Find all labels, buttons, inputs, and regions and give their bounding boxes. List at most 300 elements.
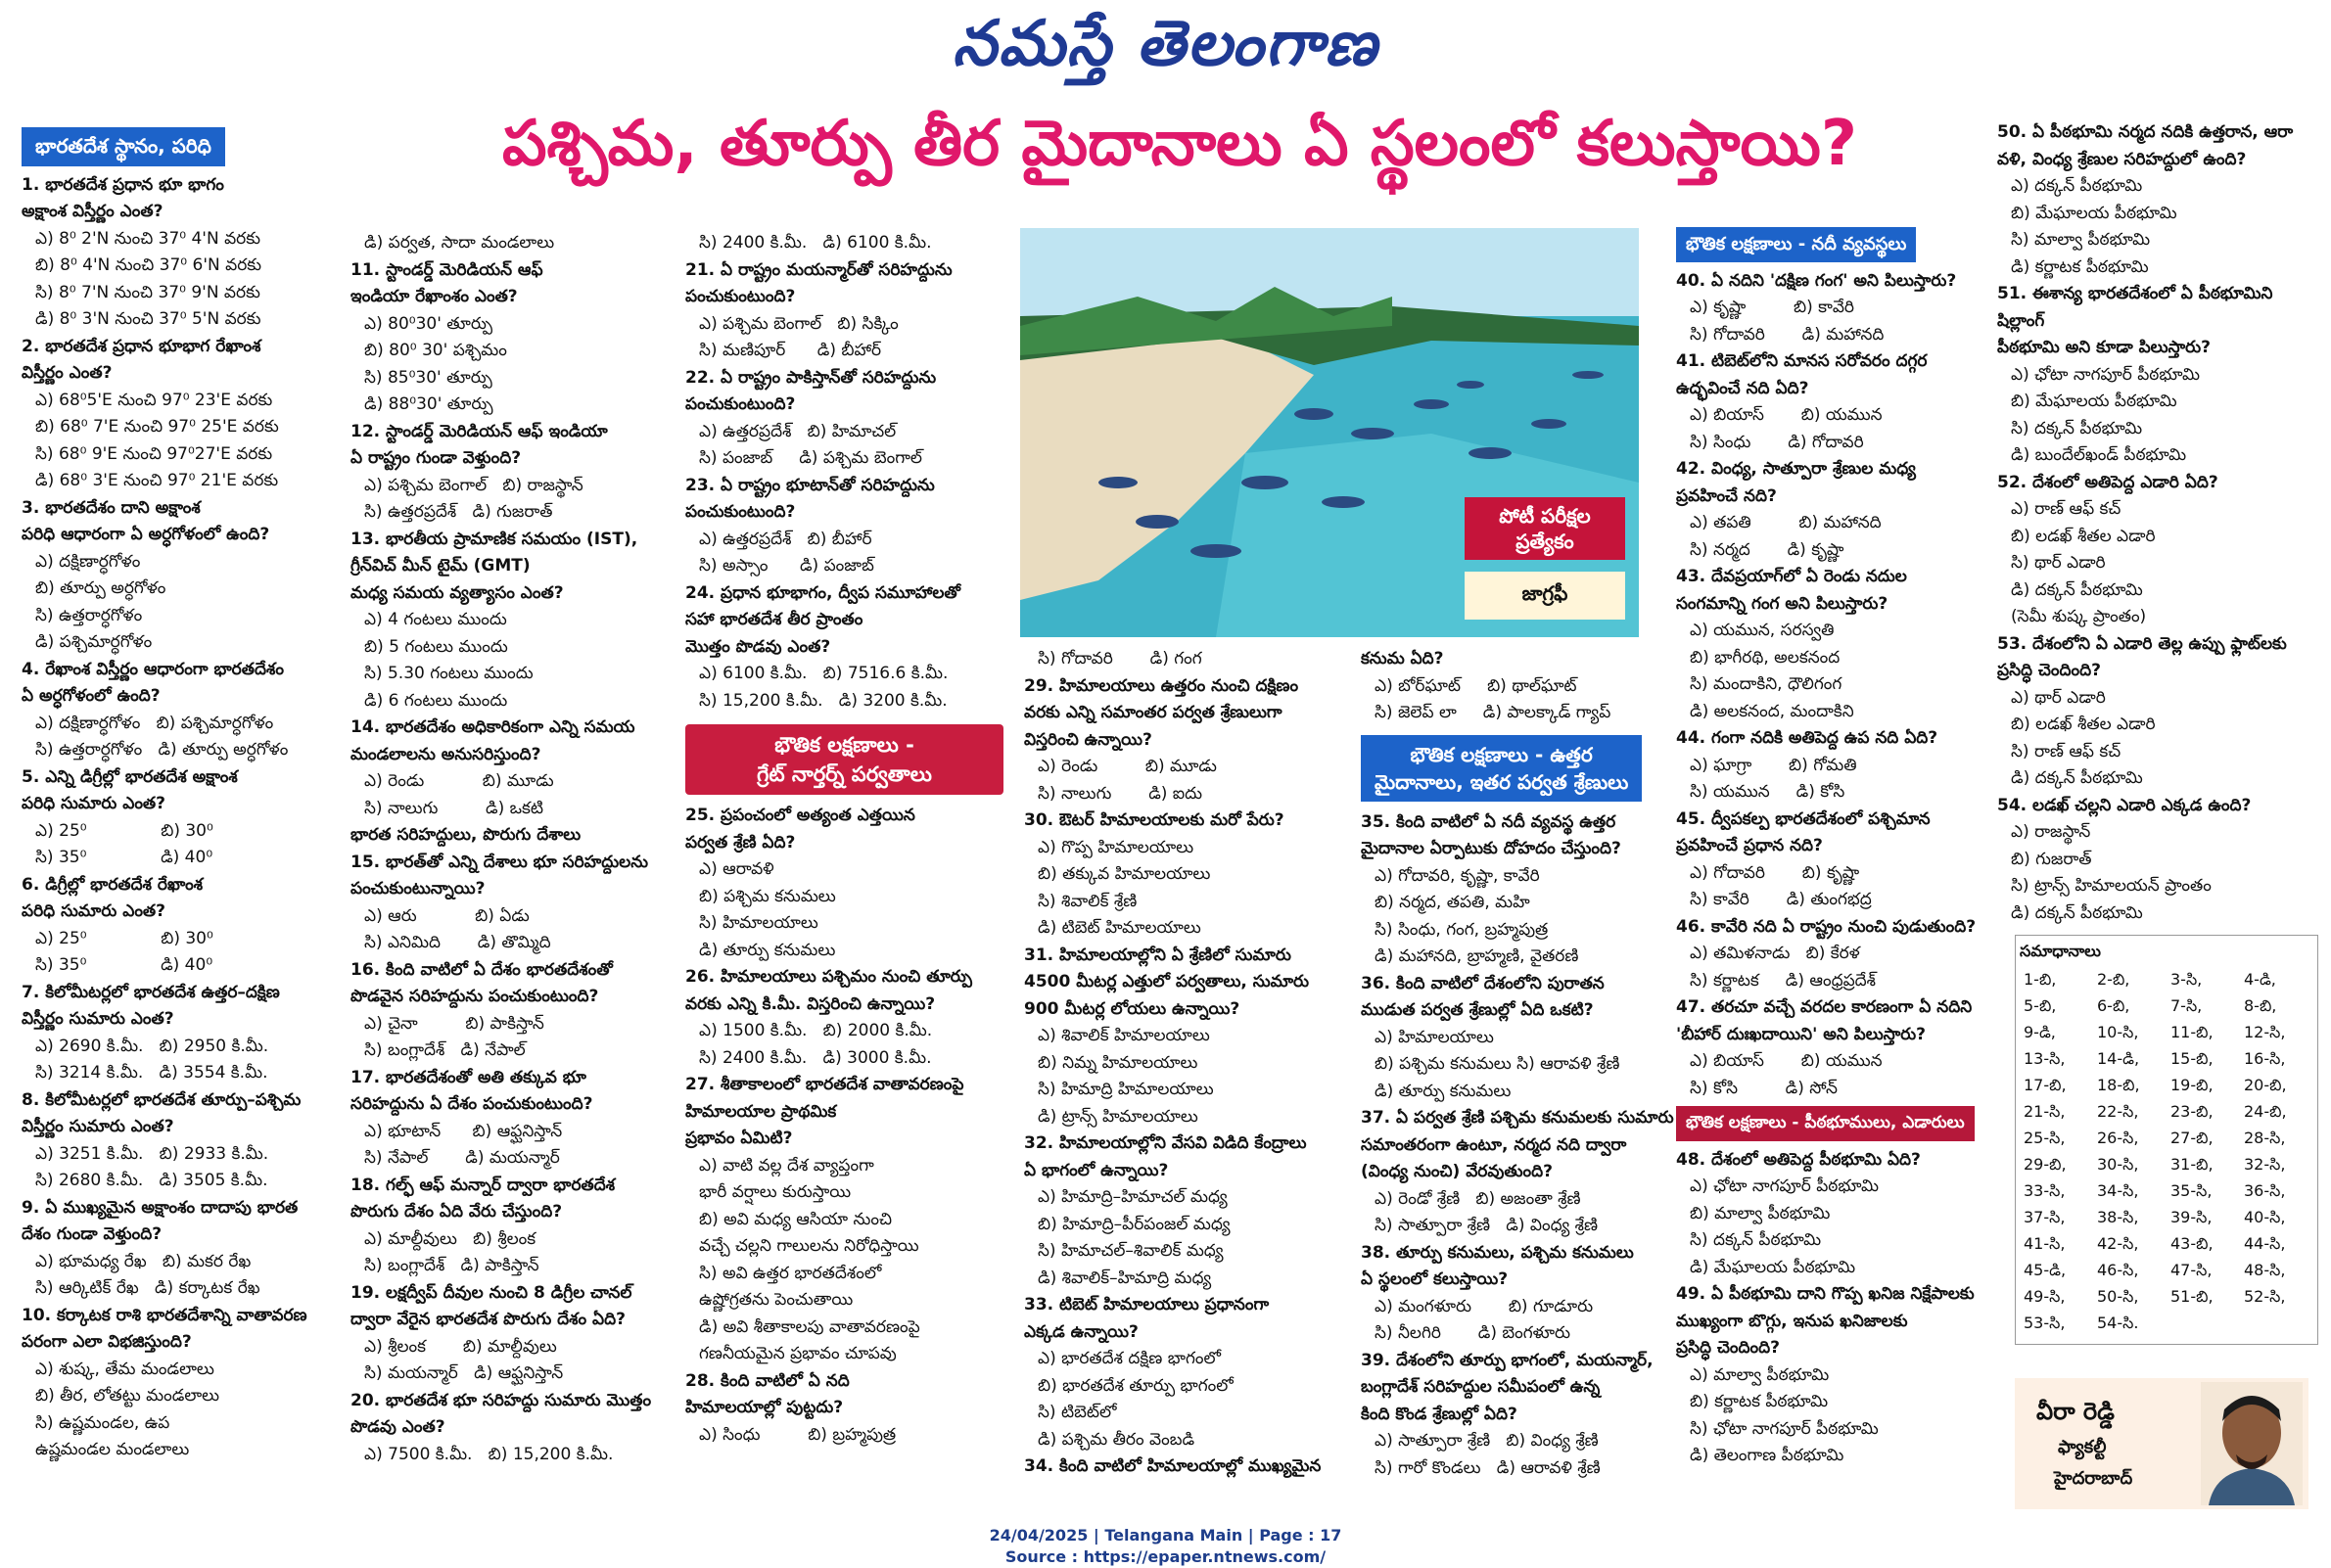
answer-cell: 13-సి, — [2024, 1049, 2066, 1068]
answer-cell: 12-సి, — [2244, 1023, 2286, 1041]
question-line: గ్రీన్‌విచ్ మీన్ టైమ్ (GMT) — [350, 556, 531, 576]
option-line: ఎ) రాణ్ ఆఫ్ కచ్ — [2011, 499, 2121, 519]
option-line: డి) కర్ణాటక పీఠభూమి — [2011, 256, 2149, 277]
option-line: ఎ) తపతి బి) మహానది — [1690, 513, 1882, 532]
option-line: బి) తీర, లోతట్టు మండలాలు — [35, 1386, 220, 1406]
question-line: 29. హిమాలయాలు ఉత్తరం నుంచి దక్షిణం — [1024, 675, 1299, 696]
option-line: ఎ) గోదావరి బి) కృష్ణా — [1690, 862, 1860, 883]
footer-date-line: 24/04/2025 | Telangana Main | Page : 17 — [989, 1526, 1342, 1545]
option-line: ఎ) 4 గంటలు ముందు — [364, 610, 507, 629]
answers-row — [2020, 994, 2313, 1021]
question-line: 5. ఎన్ని డిగ్రీల్లో భారతదేశ అక్షాంశ — [22, 766, 238, 787]
option-line: డి) పర్వత, సాదా మండలాలు — [364, 233, 555, 253]
column-5 — [1361, 646, 1684, 1482]
option-line: ఎ) శివాలిక్ హిమాలయాలు — [1038, 1026, 1210, 1045]
answers-row — [2020, 1153, 2313, 1179]
answer-cell: 51-బి, — [2170, 1287, 2214, 1306]
option-line: ఎ) బియాస్ బి) యమున — [1690, 1051, 1883, 1071]
question-line: 38. తూర్పు కనుమలు, పశ్చిమ కనుమలు — [1361, 1242, 1634, 1263]
answer-cell: 11-బి, — [2170, 1023, 2214, 1041]
answers-row — [2020, 1179, 2313, 1206]
option-line: సి) 5.30 గంటలు ముందు — [364, 664, 534, 683]
question-line: 50. ఏ పీఠభూమి నర్మద నదికి ఉత్తరాన, ఆరా — [1997, 122, 2294, 142]
question-line: 34. కింది వాటిలో హిమాలయాల్లో ముఖ్యమైన — [1024, 1456, 1322, 1476]
answers-row — [2020, 1074, 2313, 1100]
option-line: సి) శివాలిక్ శ్రేణి — [1038, 891, 1138, 911]
option-line: సి) నాలుగు డి) ఒకటి — [364, 798, 544, 818]
option-line: బి) లడఖ్ శీతల ఎడారి — [2011, 715, 2156, 734]
question-line: 24. ప్రధాన భూభాగం, ద్వీప సమూహాలతో — [685, 582, 960, 603]
tag-line: పోటీ పరీక్షల — [1499, 504, 1591, 528]
answers-row — [2020, 1047, 2313, 1074]
question-line: 37. ఏ పర్వత శ్రేణి పశ్చిమ కనుమలకు సుమారు — [1361, 1108, 1674, 1128]
option-line: సి) అవి ఉత్తర భారతదేశంలో — [699, 1263, 882, 1283]
answer-cell: 27-బి, — [2170, 1129, 2214, 1147]
option-line: ఎ) ఆరావళి — [699, 859, 774, 879]
option-line: ఎ) దక్షిణార్ధగోళం — [35, 551, 141, 572]
question-line: 18. గల్ఫ్ ఆఫ్ మన్నార్ ద్వారా భారతదేశ — [350, 1175, 616, 1195]
answers-row — [2020, 1312, 2313, 1338]
option-line: సి) నాలుగు డి) ఐదు — [1038, 783, 1203, 804]
question-line: 22. ఏ రాష్ట్రం పాకిస్తాన్‌తో సరిహద్దును — [685, 367, 937, 388]
option-line: సి) ఉష్ణమండల, ఉప — [35, 1412, 170, 1433]
answers-row — [2020, 1100, 2313, 1127]
option-line: సి) ట్రాన్స్ హిమాలయన్ ప్రాంతం — [2011, 876, 2212, 896]
option-line: సి) 3214 కి.మీ. డి) 3554 కి.మీ. — [35, 1063, 268, 1083]
answer-cell: 36-సి, — [2244, 1181, 2286, 1200]
question-line: హిమాలయాల్లో పుట్టదు? — [685, 1398, 844, 1417]
masthead: నమస్తే తెలంగాణ — [952, 8, 1379, 80]
option-line: ఎ) శ్రీలంక బి) మాల్దీవులు — [364, 1336, 557, 1357]
option-line: ఎ) మాల్దీవులు బి) శ్రీలంక — [364, 1228, 536, 1249]
option-line: సి) 35⁰ డి) 40⁰ — [35, 848, 213, 867]
question-line: 47. తరచూ వచ్చే వరదల కారణంగా ఏ నదిని — [1676, 997, 1973, 1017]
option-line: సి) పంజాబ్ డి) పశ్చిమ బెంగాల్ — [699, 448, 922, 468]
answer-cell: 50-సి, — [2097, 1287, 2139, 1306]
question-line: 11. స్టాండర్డ్ మెరిడియన్ ఆఫ్ — [350, 259, 543, 280]
answers-row — [2020, 1206, 2313, 1232]
question-line: 8. కిలోమీటర్లలో భారతదేశ తూర్పు–పశ్చిమ — [22, 1089, 302, 1110]
option-line: బి) పశ్చిమ కనుమలు సి) ఆరావళి శ్రేణి — [1375, 1054, 1620, 1074]
answer-cell: 48-సి, — [2244, 1261, 2286, 1279]
question-line: 49. ఏ పీఠభూమి దాని గొప్ప ఖనిజ నిక్షేపాలకు — [1676, 1284, 1975, 1304]
option-line: ఎ) బోర్‌ఘాట్ బి) థాల్‌ఘాట్ — [1375, 675, 1577, 696]
option-line: సి) ఉత్తరార్ధగోళం డి) తూర్పు అర్ధగోళం — [35, 740, 289, 760]
option-line: ఎ) హిమాలయాలు — [1375, 1027, 1494, 1047]
option-line: ఎ) రెండు బి) మూడు — [1038, 757, 1217, 776]
option-line: ఎ) శుష్క, తేమ మండలాలు — [35, 1359, 214, 1379]
question-line: 900 మీటర్ల లోయలు ఉన్నాయి? — [1024, 998, 1240, 1019]
option-line: సి) జెలెప్ లా డి) పాలక్కాడ్ గ్యాప్ — [1375, 703, 1611, 722]
answer-cell: 46-సి, — [2097, 1261, 2139, 1279]
question-line: ద్వారా వేరైన భారతదేశ పొరుగు దేశం ఏది? — [350, 1310, 626, 1329]
page-headline: పశ్చిమ, తూర్పు తీర మైదానాలు ఏ స్థలంలో కలుస్తాయి? — [502, 108, 1857, 180]
option-line: సి) నేపాల్ డి) మయన్మార్ — [364, 1148, 560, 1168]
option-line: సి) 35⁰ డి) 40⁰ — [35, 955, 213, 975]
question-line: 32. హిమాలయాల్లోని వేసవి విడిది కేంద్రాలు — [1024, 1133, 1307, 1153]
option-line: సి) హిమాద్రి హిమాలయాలు — [1038, 1080, 1214, 1099]
option-line: బి) తూర్పు అర్ధగోళం — [35, 578, 166, 598]
section-header-northern-plains — [1361, 735, 1642, 802]
answer-cell: 45-డి, — [2024, 1261, 2067, 1279]
answers-table — [2020, 968, 2313, 1338]
option-line: బి) మాల్వా పీఠభూమి — [1690, 1203, 1831, 1223]
question-line: విస్తీర్ణం సుమారు ఎంత? — [22, 1009, 174, 1029]
question-list-5b — [1361, 809, 1684, 1483]
option-line: డి) అలకనంద, మందాకిని — [1690, 701, 1854, 721]
option-line: డి) 6 గంటలు ముందు — [364, 690, 508, 711]
option-line: సి) సింధు డి) గోదావరి — [1690, 432, 1864, 452]
question-line: వరకు ఎన్ని సమాంతర పర్వత శ్రేణులుగా — [1024, 703, 1282, 722]
question-line: పరిధి సుమారు ఎంత? — [22, 794, 166, 813]
question-line: ముడుత పర్వత శ్రేణుల్లో ఏది ఒకటి? — [1361, 1000, 1594, 1020]
question-line: 52. దేశంలో అతిపెద్ద ఎడారి ఏది? — [1997, 472, 2218, 492]
answer-cell: 31-బి, — [2170, 1155, 2214, 1174]
option-line: సి) రాణ్ ఆఫ్ కచ్ — [2011, 741, 2121, 761]
option-line: ఎ) భారతదేశ దక్షిణ భాగంలో — [1038, 1349, 1221, 1368]
question-line: ఏ అర్ధగోళంలో ఉంది? — [22, 686, 161, 706]
option-line: సి) మయన్మార్ డి) ఆఫ్ఘనిస్తాన్ — [364, 1363, 564, 1383]
question-line: 27. శీతాకాలంలో భారతదేశ వాతావరణంపై — [685, 1075, 964, 1094]
option-line: ఎ) గోదావరి, కృష్ణా, కావేరి — [1375, 865, 1540, 886]
option-line: బి) మేఘాలయ పీఠభూమి — [2011, 392, 2177, 411]
option-line: బి) హిమాద్రి–పీర్‌పంజల్ మధ్య — [1038, 1214, 1231, 1234]
option-line: సి) కర్ణాటక డి) ఆంధ్రప్రదేశ్ — [1690, 970, 1877, 991]
section-title-line: భౌతిక లక్షణాలు - — [774, 733, 914, 757]
answers-title: సమాధానాలు — [2020, 942, 2101, 960]
option-line: ఎ) సాత్పూరా శ్రేణి బి) వింధ్య శ్రేణి — [1375, 1431, 1599, 1451]
answer-cell: 52-సి, — [2244, 1287, 2286, 1306]
answer-cell: 22-సి, — [2097, 1102, 2139, 1121]
option-line: ఎ) రాజస్థాన్ — [2011, 822, 2091, 842]
option-line: ఎ) ఉత్తరప్రదేశ్ బి) బీహార్ — [699, 529, 872, 549]
option-line: సి) మందాకిని, ధౌలిగంగ — [1690, 674, 1842, 694]
question-line: 4500 మీటర్ల ఎత్తులో పర్వతాలు, సుమారు — [1024, 972, 1310, 992]
answer-cell: 40-సి, — [2244, 1208, 2286, 1226]
question-line: పంచుకుంటుంది? — [685, 502, 796, 522]
question-line: 54. లడఖ్ చల్లని ఎడారి ఎక్కడ ఉంది? — [1997, 795, 2252, 815]
section-title-line: మైదానాలు, ఇతర పర్వత శ్రేణులు — [1375, 769, 1629, 794]
answer-cell: 39-సి, — [2170, 1208, 2213, 1226]
answer-cell: 37-సి, — [2024, 1208, 2066, 1226]
option-line: ఎ) కృష్ణా బి) కావేరి — [1690, 298, 1855, 317]
option-line: డి) దక్కన్ పీఠభూమి — [2011, 579, 2143, 600]
option-line: ఎ) మంగళూరు బి) గూడూరు — [1375, 1296, 1594, 1316]
question-line: 26. హిమాలయాలు పశ్చిమం నుంచి తూర్పు — [685, 967, 972, 987]
question-list-5 — [1361, 646, 1684, 727]
option-line: సి) 85⁰30' తూర్పు — [364, 367, 492, 388]
option-line: ఎ) గొప్ప హిమాలయాలు — [1038, 837, 1194, 857]
option-line: సి) మాల్వా పీఠభూమి — [2011, 230, 2151, 250]
option-line: డి) పశ్చిమ తీరం వెంబడి — [1038, 1429, 1195, 1450]
section-title-line: గ్రేట్ నార్తర్న్ పర్వతాలు — [757, 762, 932, 786]
question-line: 9. ఏ ముఖ్యమైన అక్షాంశం దాదాపు భారత — [22, 1197, 299, 1218]
answer-cell: 49-సి, — [2024, 1287, 2066, 1306]
option-line: బి) అవి మధ్య ఆసియా నుంచి — [699, 1209, 892, 1229]
question-line: విస్తీర్ణం సుమారు ఎంత? — [22, 1117, 174, 1136]
option-line: సి) కావేరి డి) తుంగభద్ర — [1690, 890, 1872, 909]
footer — [0, 1525, 2331, 1568]
option-line: సి) టిబెట్‌లో — [1038, 1403, 1117, 1422]
option-line: భారీ వర్షాలు కురుస్తాయి — [699, 1182, 852, 1202]
question-line: వరకు ఎన్ని కి.మీ. విస్తరించి ఉన్నాయి? — [685, 993, 936, 1014]
question-line: 17. భారతదేశంతో అతి తక్కువ భూ — [350, 1067, 586, 1087]
option-line: సి) 2400 కి.మీ. డి) 3000 కి.మీ. — [699, 1047, 932, 1068]
question-line: 23. ఏ రాష్ట్రం భూటాన్‌తో సరిహద్దును — [685, 475, 935, 495]
question-line: 14. భారతదేశం అధికారికంగా ఎన్ని సమయ — [350, 717, 635, 737]
answer-cell: 23-బి, — [2170, 1102, 2214, 1121]
question-line: 51. ఈశాన్య భారతదేశంలో ఏ పీఠభూమిని షిల్లాంగ్ — [1997, 284, 2273, 331]
answers-row — [2020, 1285, 2313, 1312]
question-line: బంగ్లాదేశ్ సరిహద్దుల సమీపంలో ఉన్న — [1361, 1377, 1601, 1397]
section-title-line: భౌతిక లక్షణాలు - ఉత్తర — [1410, 742, 1593, 766]
answer-cell: 8-బి, — [2244, 996, 2277, 1015]
option-line: ఎ) యమున, సరస్వతి — [1690, 621, 1835, 640]
answers-row — [2020, 1021, 2313, 1047]
option-line: సి) 2680 కి.మీ. డి) 3505 కి.మీ. — [35, 1171, 268, 1190]
question-line: కనుమ ఏది? — [1361, 649, 1444, 669]
option-line: ఎ) 80⁰30' తూర్పు — [364, 313, 492, 334]
question-line: 53. దేశంలోని ఏ ఎడారి తెల్ల ఉప్పు ఫ్లాట్‌లకు — [1997, 633, 2287, 654]
column-1 — [22, 123, 345, 1464]
option-line: ఎ) 6100 కి.మీ. బి) 7516.6 కి.మీ. — [699, 664, 949, 683]
option-line: సి) దక్కన్ పీఠభూమి — [2011, 418, 2143, 438]
question-list-2 — [350, 230, 674, 1468]
option-line: సి) 8⁰ 7'N నుంచి 37⁰ 9'N వరకు — [35, 282, 260, 302]
question-line: ముఖ్యంగా బొగ్గు, ఇనుప ఖనిజాలకు — [1676, 1311, 1908, 1331]
answer-cell: 9-డి, — [2024, 1023, 2056, 1041]
option-line: ఎ) 68⁰5'E నుంచి 97⁰ 23'E వరకు — [35, 390, 273, 410]
answer-cell: 34-సి, — [2097, 1181, 2139, 1200]
question-line: 41. టిబెట్‌లోని మానస సరోవరం దగ్గర — [1676, 351, 1928, 371]
option-line: సి) మణిపూర్ డి) బీహార్ — [699, 341, 882, 360]
option-line: ఎ) 25⁰ బి) 30⁰ — [35, 928, 213, 948]
answer-cell: 54-సి. — [2097, 1314, 2139, 1332]
question-line: 33. టిబెట్ హిమాలయాలు ప్రధానంగా — [1024, 1295, 1270, 1314]
option-line: బి) భాగీరథి, అలకనంద — [1690, 647, 1841, 668]
question-list-3 — [685, 230, 1013, 715]
subject-tag: జాగ్రఫీ — [1465, 572, 1625, 620]
question-list-3b — [685, 803, 1013, 1449]
question-line: 'బీహార్ దుఃఖదాయిని' అని పిలుస్తారు? — [1676, 1024, 1927, 1044]
option-line: డి) తూర్పు కనుమలు — [699, 940, 836, 960]
answer-cell: 43-బి, — [2170, 1234, 2214, 1253]
question-line: 1. భారతదేశ ప్రధాన భూ భాగం — [22, 174, 224, 195]
option-line: డి) తూర్పు కనుమలు — [1375, 1081, 1512, 1101]
question-line: వళి, వింధ్య శ్రేణుల సరిహద్దులో ఉంది? — [1997, 149, 2247, 169]
option-line: సి) 15,200 కి.మీ. డి) 3200 కి.మీ. — [699, 690, 948, 711]
option-line: ఎ) థార్ ఎడారి — [2011, 687, 2106, 708]
answer-cell: 35-సి, — [2170, 1181, 2213, 1200]
question-line: 48. దేశంలో అతిపెద్ద పీఠభూమి ఏది? — [1676, 1149, 1921, 1170]
option-line: ఎ) పశ్చిమ బెంగాల్ బి) సిక్కిం — [699, 313, 899, 334]
answers-row — [2020, 1259, 2313, 1285]
question-line: 6. డిగ్రీల్లో భారతదేశ రేఖాంశ — [22, 874, 204, 895]
option-line: బి) మేఘాలయ పీఠభూమి — [2011, 203, 2177, 223]
option-line: సి) బంగ్లాదేశ్ డి) నేపాల్ — [364, 1040, 526, 1060]
column-3 — [685, 230, 1013, 1449]
answer-cell: 19-బి, — [2170, 1076, 2214, 1094]
question-line: సంగమాన్ని గంగ అని పిలుస్తారు? — [1676, 593, 1888, 614]
option-line: సి) ఛోటా నాగపూర్ పీఠభూమి — [1690, 1418, 1879, 1439]
answer-cell: 21-సి, — [2024, 1102, 2066, 1121]
option-line: ఎ) చైనా బి) పాకిస్తాన్ — [364, 1013, 544, 1034]
answer-cell: 42-సి, — [2097, 1234, 2139, 1253]
author-role: ఫ్యాకల్టీ — [2058, 1437, 2107, 1457]
section-header-plateaus: భౌతిక లక్షణాలు - పీఠభూములు, ఎడారులు — [1676, 1106, 1975, 1141]
answer-cell: 29-బి, — [2024, 1155, 2067, 1174]
question-line: పీఠభూమి అని కూడా పిలుస్తారు? — [1997, 338, 2211, 357]
footer-source-line: Source : https://epaper.ntnews.com/ — [1004, 1547, 1327, 1566]
question-list-1 — [22, 172, 345, 1464]
question-line: 40. ఏ నదిని 'దక్షిణ గంగ' అని పిలుస్తారు? — [1676, 270, 1957, 291]
question-line: పొడవైన సరిహద్దును పంచుకుంటుంది? — [350, 987, 599, 1006]
option-line: ఎ) 1500 కి.మీ. బి) 2000 కి.మీ. — [699, 1021, 933, 1040]
question-line: 20. భారతదేశ భూ సరిహద్దు సుమారు మొత్తం — [350, 1390, 652, 1410]
option-line: డి) 88⁰30' తూర్పు — [364, 394, 493, 414]
question-line: కింది కొండ శ్రేణుల్లో ఏది? — [1361, 1404, 1517, 1424]
option-line: ఎ) దక్కన్ పీఠభూమి — [2011, 176, 2143, 196]
question-line: 31. హిమాలయాల్లోని ఏ శ్రేణిలో సుమారు — [1024, 945, 1291, 965]
question-line: 2. భారతదేశ ప్రధాన భూభాగ రేఖాంశ — [22, 336, 261, 356]
question-line: ఏ రాష్ట్రం గుండా వెళ్తుంది? — [350, 448, 522, 468]
option-line: సి) అస్సాం డి) పంజాబ్ — [699, 556, 874, 576]
question-line: విస్తరించి ఉన్నాయి? — [1024, 729, 1152, 750]
answer-cell: 10-సి, — [2097, 1023, 2139, 1041]
option-line: డి) తెలంగాణ పీఠభూమి — [1690, 1446, 1844, 1465]
answer-cell: 7-సి, — [2170, 996, 2203, 1015]
question-line: 28. కింది వాటిలో ఏ నది — [685, 1370, 850, 1391]
question-line: 36. కింది వాటిలో దేశంలోని పురాతన — [1361, 973, 1605, 993]
option-line: ఎ) భూటాన్ బి) ఆఫ్ఘనిస్తాన్ — [364, 1121, 563, 1141]
question-line: సహా భారతదేశ తీర ప్రాంతం — [685, 610, 863, 629]
answer-cell: 47-సి, — [2170, 1261, 2213, 1279]
option-line: డి) దక్కన్ పీఠభూమి — [2011, 768, 2143, 788]
option-line: ఎ) రెండో శ్రేణి బి) అజంతా శ్రేణి — [1375, 1188, 1581, 1209]
option-line: ఎ) బియాస్ బి) యమున — [1690, 405, 1883, 425]
option-line: గణనీయమైన ప్రభావం చూపవు — [699, 1344, 897, 1363]
option-line: సి) గోదావరి డి) గంగ — [1038, 649, 1202, 669]
question-line: 35. కింది వాటిలో ఏ నదీ వ్యవస్థ ఉత్తర — [1361, 811, 1616, 832]
question-line: విస్తీర్ణం ఎంత? — [22, 363, 113, 383]
question-list-4 — [1024, 646, 1347, 1481]
option-line: బి) 8⁰ 4'N నుంచి 37⁰ 6'N వరకు — [35, 255, 262, 275]
option-line: ఎ) రెండు బి) మూడు — [364, 771, 554, 791]
question-line: 42. వింధ్య, సాత్పూరా శ్రేణుల మధ్య — [1676, 459, 1916, 479]
option-line: సి) హిమాలయాలు — [699, 913, 818, 933]
question-line: మధ్య సమయ వ్యత్యాసం ఎంత? — [350, 582, 564, 603]
option-line: డి) టిబెట్ హిమాలయాలు — [1038, 918, 1201, 938]
tag-line: ప్రత్యేకం — [1515, 530, 1574, 553]
option-line: సి) ఆర్కిటిక్ రేఖ డి) కర్కాటక రేఖ — [35, 1278, 260, 1298]
answer-cell: 18-బి, — [2097, 1076, 2140, 1094]
answers-row — [2020, 1232, 2313, 1259]
option-line: డి) దక్కన్ పీఠభూమి — [2011, 902, 2143, 923]
option-line: సి) ఉత్తరప్రదేశ్ డి) గుజరాత్ — [364, 502, 553, 522]
question-line: పంచుకుంటుంది? — [685, 394, 796, 414]
answer-cell: 41-సి, — [2024, 1234, 2066, 1253]
answer-cell: 38-సి, — [2097, 1208, 2139, 1226]
answer-cell: 15-బి, — [2170, 1049, 2214, 1068]
answers-row — [2020, 1127, 2313, 1153]
option-line: ఉష్ణోగ్రతను పెంచుతాయి — [699, 1290, 854, 1310]
option-line: బి) 68⁰ 7'E నుంచి 97⁰ 25'E వరకు — [35, 417, 279, 437]
answer-cell: 3-సి, — [2170, 970, 2203, 989]
option-line: డి) ట్రాన్స్ హిమాలయాలు — [1038, 1106, 1198, 1127]
option-line: ఎ) 7500 కి.మీ. బి) 15,200 కి.మీ. — [364, 1444, 614, 1464]
option-line: వచ్చే చల్లని గాలులను నిరోధిస్తాయి — [699, 1236, 919, 1256]
question-line: హిమాలయాల ప్రాథమిక — [685, 1101, 837, 1122]
option-line: సి) సింధు, గంగ, బ్రహ్మపుత్ర — [1375, 919, 1549, 940]
option-line: బి) నర్మద, తపతి, మహి — [1375, 893, 1530, 912]
option-line: డి) అవి శీతాకాలపు వాతావరణంపై — [699, 1316, 920, 1337]
question-line: ప్రసిద్ధి చెందింది? — [1997, 661, 2101, 680]
option-line: డి) బుందేల్‌ఖండ్ పీఠభూమి — [2011, 445, 2187, 465]
question-line: పంచుకుంటున్నాయి? — [350, 879, 486, 899]
question-line: ప్రవహించే నది? — [1676, 485, 1777, 506]
column-6 — [1676, 223, 2004, 1470]
option-line: ఎ) 25⁰ బి) 30⁰ — [35, 820, 213, 841]
question-list-6 — [1676, 268, 2004, 1103]
question-line: 3. భారతదేశం దాని అక్షాంశ — [22, 497, 201, 518]
question-line: పర్వత శ్రేణి ఏది? — [685, 832, 796, 853]
option-line: ఎ) ఘాగ్రా బి) గోమతి — [1690, 755, 1857, 775]
answer-cell: 14-డి, — [2097, 1049, 2140, 1068]
option-line: బి) నిమ్న హిమాలయాలు — [1038, 1052, 1198, 1073]
section-header-location: భారతదేశ స్థానం, పరిధి — [22, 127, 225, 166]
author-city: హైదరాబాద్ — [2054, 1468, 2133, 1489]
option-line: సి) దక్కన్ పీఠభూమి — [1690, 1230, 1822, 1250]
answer-cell: 33-సి, — [2024, 1181, 2066, 1200]
option-line: సి) కోసి డి) సోన్ — [1690, 1078, 1838, 1098]
option-line: సి) బంగ్లాదేశ్ డి) పాకిస్తాన్ — [364, 1256, 539, 1275]
question-line: (వింధ్య నుంచి) వేరవుతుంది? — [1361, 1162, 1553, 1181]
question-line: 12. స్టాండర్డ్ మెరిడియన్ ఆఫ్ ఇండియా — [350, 421, 608, 441]
answers-box — [2015, 935, 2318, 1345]
question-line: ప్రభావం ఏమిటి? — [685, 1129, 793, 1148]
question-line: దేశం గుండా వెళ్తుంది? — [22, 1224, 163, 1244]
question-line: పొడవు ఎంత? — [350, 1417, 445, 1437]
option-line: సి) థార్ ఎడారి — [2011, 553, 2106, 573]
option-line: బి) భారతదేశ తూర్పు భాగంలో — [1038, 1375, 1234, 1396]
question-line: సరిహద్దును ఏ దేశం పంచుకుంటుంది? — [350, 1094, 593, 1114]
question-line: 13. భారతీయ ప్రామాణిక సమయం (IST), — [350, 529, 638, 549]
answer-cell: 4-డి, — [2244, 970, 2276, 989]
answer-cell: 2-బి, — [2097, 970, 2130, 989]
option-line: ఎ) ఆరు బి) ఏడు — [364, 905, 530, 926]
section-header-rivers: భౌతిక లక్షణాలు - నదీ వ్యవస్థలు — [1676, 227, 1916, 262]
option-line: బి) పశ్చిమ కనుమలు — [699, 886, 836, 906]
question-line: 45. ద్వీపకల్ప భారతదేశంలో పశ్చిమాన — [1676, 808, 1931, 829]
option-line: ఎ) దక్షిణార్ధగోళం బి) పశ్చిమార్ధగోళం — [35, 713, 274, 733]
option-line: ఎ) మాల్వా పీఠభూమి — [1690, 1364, 1830, 1385]
question-line: ఏ స్థలంలో కలుస్తాయి? — [1361, 1269, 1509, 1289]
section-header-northern-mountains — [685, 724, 1003, 795]
option-line: (సెమీ శుష్క ప్రాంతం) — [2011, 607, 2147, 626]
question-line: 19. లక్షద్వీప్ దీవుల నుంచి 8 డిగ్రీల చానల్ — [350, 1282, 632, 1303]
option-line: డి) మేఘాలయ పీఠభూమి — [1690, 1257, 1856, 1277]
question-line: పరిధి ఆధారంగా ఏ అర్ధగోళంలో ఉంది? — [22, 525, 270, 544]
option-line: బి) కర్ణాటక పీఠభూమి — [1690, 1392, 1829, 1411]
question-line: సమాంతరంగా ఉంటూ, నర్మద నది ద్వారా — [1361, 1134, 1627, 1155]
option-line: ఎ) భూమధ్య రేఖ బి) మకర రేఖ — [35, 1251, 252, 1271]
column-4 — [1024, 646, 1347, 1481]
question-line: ఏ భాగంలో ఉన్నాయి? — [1024, 1160, 1169, 1180]
author-card — [2015, 1378, 2308, 1509]
option-line: సి) గోదావరి డి) మహానది — [1690, 324, 1885, 345]
column-7 — [1997, 119, 2320, 927]
option-line: ఎ) 2690 కి.మీ. బి) 2950 కి.మీ. — [35, 1036, 269, 1056]
